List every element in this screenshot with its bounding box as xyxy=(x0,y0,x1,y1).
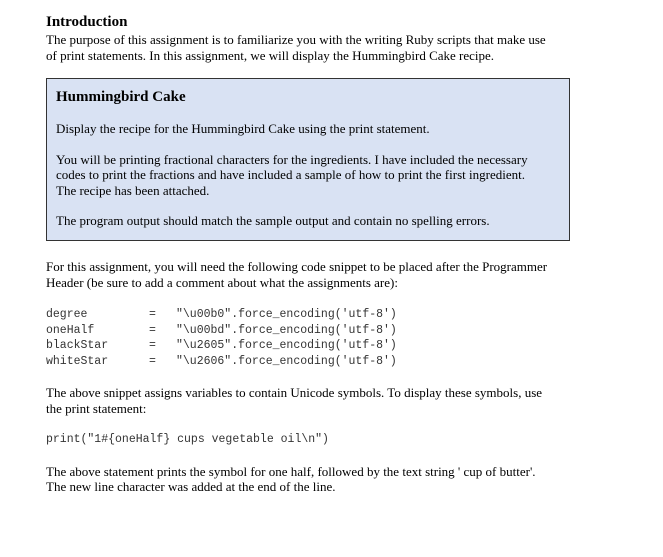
print-statement-code: print("1#{oneHalf} cups vegetable oil\n") xyxy=(46,433,329,446)
snippet-intro-paragraph xyxy=(46,259,586,290)
code-line-degree xyxy=(46,307,586,323)
intro-paragraph xyxy=(46,32,586,63)
code-snippet xyxy=(46,307,586,369)
recipe-box-para-2-line-3: The recipe has been attached. xyxy=(56,182,210,198)
code-eq: = xyxy=(149,308,156,321)
code-line-whitestar xyxy=(46,354,586,370)
recipe-box-para-2-line-2: codes to print the fractions and have included a sample of how to print the first ingredient. xyxy=(56,167,525,182)
recipe-box-para-2 xyxy=(56,152,561,199)
code-value: "\u00bd".force_encoding('utf-8') xyxy=(176,323,397,337)
recipe-box-para-3: The program output should match the sample output and contain no spelling errors. xyxy=(56,213,490,228)
recipe-box-para-1: Display the recipe for the Hummingbird Cake using the print statement. xyxy=(56,121,430,136)
document-page xyxy=(46,14,586,495)
intro-line-1: The purpose of this assignment is to familiarize you with the writing Ruby scripts that make use xyxy=(46,32,546,47)
final-paragraph xyxy=(46,464,586,495)
code-eq: = xyxy=(149,339,156,352)
intro-line-2: of print statements. In this assignment, we will display the Hummingbird Cake recipe. xyxy=(46,47,495,63)
code-value: "\u2606".force_encoding('utf-8') xyxy=(176,354,397,368)
intro-heading: Introduction xyxy=(46,14,128,30)
snippet-intro-line-2: Header (be sure to add a comment about what the assignments are): xyxy=(46,274,398,290)
after-code-paragraph xyxy=(46,385,586,416)
code-value: "\u00b0".force_encoding('utf-8') xyxy=(176,308,397,321)
after-code-line-2: the print statement: xyxy=(46,400,147,416)
code-eq: = xyxy=(149,354,156,368)
code-eq: = xyxy=(149,323,156,337)
code-line-blackstar xyxy=(46,338,586,354)
recipe-box xyxy=(46,78,570,241)
code-var: degree xyxy=(46,308,88,321)
code-var: blackStar xyxy=(46,339,109,352)
snippet-intro-line-1: For this assignment, you will need the following code snippet to be placed after the Programmer xyxy=(46,259,548,274)
after-code-line-1: The above snippet assigns variables to contain Unicode symbols. To display these symbols, use xyxy=(46,385,543,400)
recipe-box-title: Hummingbird Cake xyxy=(56,89,186,105)
final-line-2: The new line character was added at the end of the line. xyxy=(46,479,336,494)
final-line-1: The above statement prints the symbol for one half, followed by the text string ' cup of butter'. xyxy=(46,463,536,479)
code-var: oneHalf xyxy=(46,323,95,337)
code-var: whiteStar xyxy=(46,354,109,368)
code-line-onehalf xyxy=(46,323,586,339)
recipe-box-para-2-line-1: You will be printing fractional characters for the ingredients. I have included the necessary xyxy=(56,151,528,167)
code-value: "\u2605".force_encoding('utf-8') xyxy=(176,339,397,352)
